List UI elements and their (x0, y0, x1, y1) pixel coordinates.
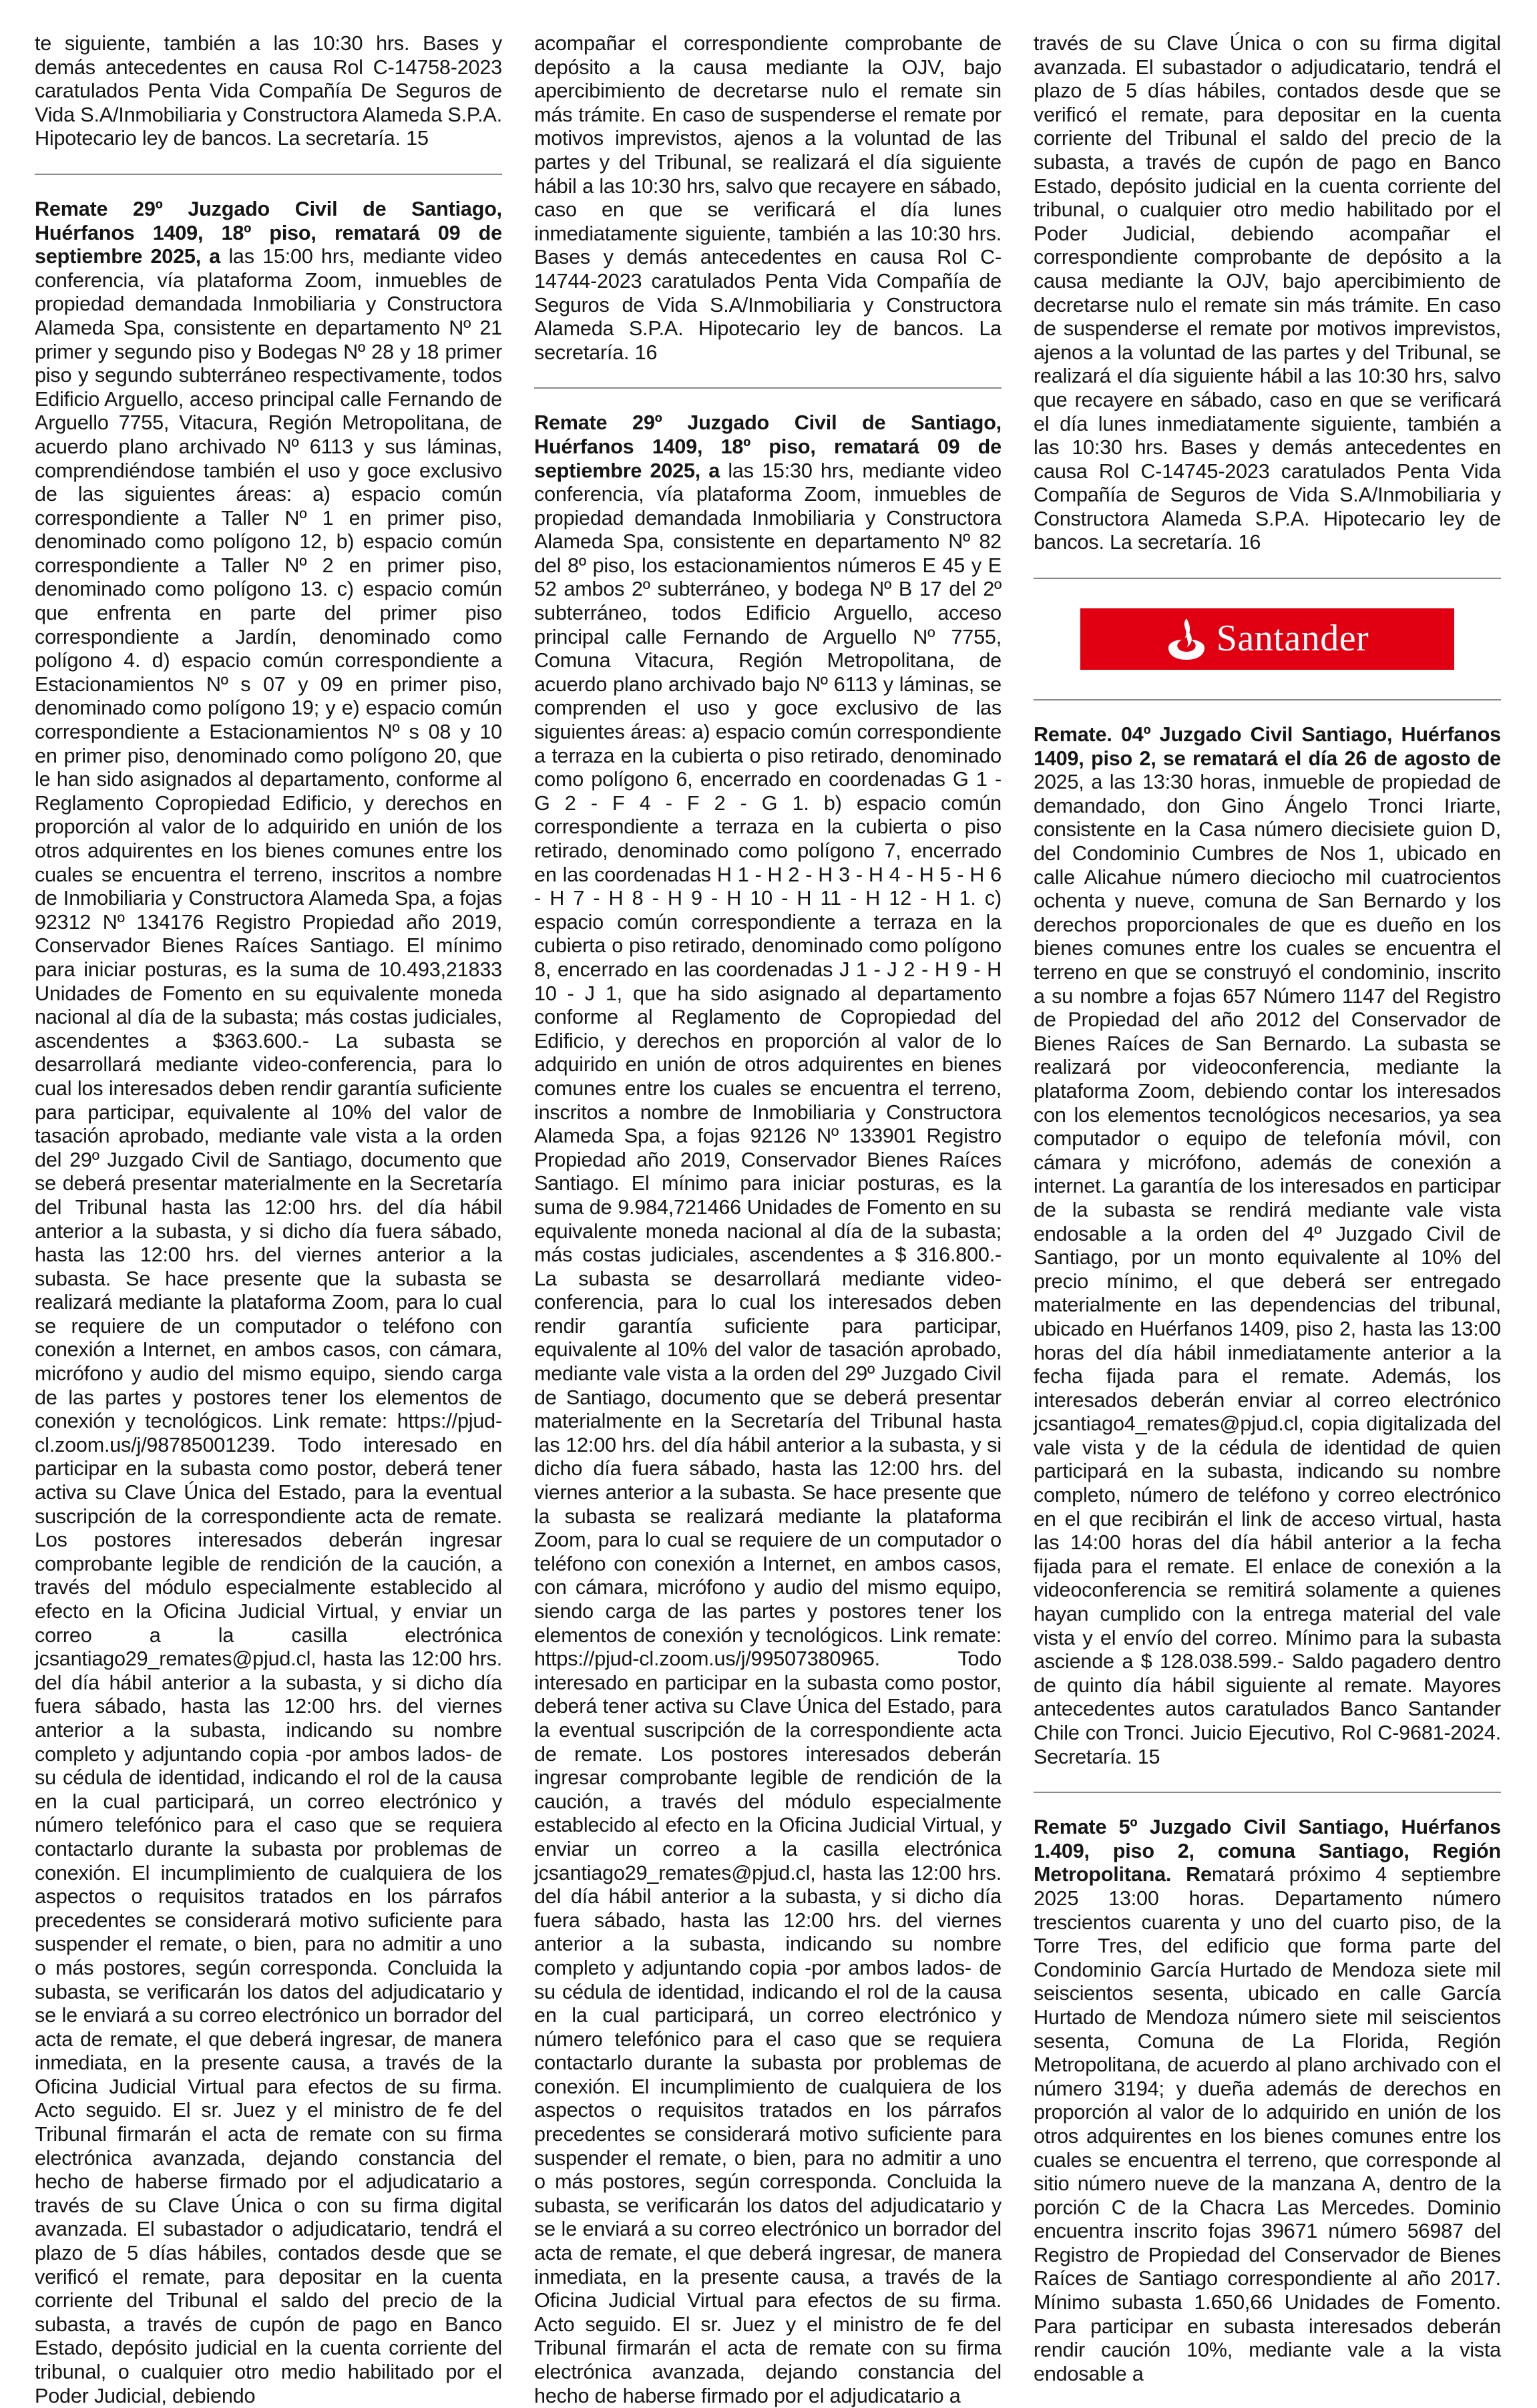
notice-body: 2025, a las 13:30 horas, inmueble de propiedad de demandado, don Gino Ángelo Tronci Iriarte, consistente en la Casa número diecisiete guion D, del Condominio Cumbres de Nos 1, ubicado en calle Alicahue número dieciocho mil cuatrocientos ochenta y nueve, comuna de San Bernardo y los derechos proporcionales de que es dueño en los bienes comunes entre los cuales se encuentra el terreno en que se construyó el condominio, inscrito a su nombre a fojas 657 Número 1147 del Registro de Propiedad del año 2012 del Conservador de Bienes Raíces de San Bernardo. La subasta se realizará por videoconferencia, mediante la plataforma Zoom, debiendo contar los interesados con los elementos tecnológicos necesarios, ya sea computador o equipo de telefonía móvil, con cámara y micrófono, además de conexión a internet. La garantía de los interesados en participar de la subasta se rendirá mediante vale vista endosable a la orden del 4º Juzgado Civil de Santiago, por un monto equivalente al 10% del precio mínimo, el que deberá ser entregado materialmente en las dependencias del tribunal, ubicado en Huérfanos 1409, piso 2, hasta las 13:00 horas del día hábil inmediatamente anterior a la fecha fijada para el remate. Además, los interesados deberán enviar al correo electrónico jcsantiago4_remates@pjud.cl, copia digitalizada del vale vista y de la cédula de identidad de quien participará en la subasta, indicando su nombre completo, número de teléfono y correo electrónico en el que recibirán el link de acceso virtual, hasta las 14:00 horas del día hábil anterior a la fecha fijada para el remate. El enlace de conexión a la videoconferencia se remitirá solamente a quienes hayan cumplido con la entrega material del vale vista y el envío del correo. Mínimo para la subasta asciende a $ 128.038.599.- Saldo pagadero dentro de quinto día hábil siguiente al remate. Mayores antecedentes autos caratulados Banco Santander Chile con Tronci. Juicio Ejecutivo, Rol C-9681-2024. Secretaría. 15 (1034, 771, 1501, 1768)
notice-body: las 15:30 hrs, mediante video conferencia, vía plataforma Zoom, inmuebles de propiedad demandada Inmobiliaria y Constructora Alameda Spa, consistente en departamento Nº 82 del 8º piso, los estacionamientos números E 45 y E 52 ambos 2º subterráneo, y bodega Nº B 17 del 2º subterráneo, todos Edificio Arguello, acceso principal calle Fernando de Arguello Nº 7755, Comuna Vitacura, Región Metropolitana, de acuerdo plano archivado bajo Nº 6113 y láminas, se comprenden el uso y goce exclusivo de las siguientes áreas: a) espacio común correspondiente a terraza en la cubierta o piso retirado, denominado como polígono 6, encerrado en coordenadas G 1 - G 2 - F 4 - F 2 - G 1. b) espacio común correspondiente a terraza en la cubierta o piso retirado, denominado como polígono 7, encerrado en las coordenadas H 1 - H 2 - H 3 - H 4 - H 5 - H 6 - H 7 - H 8 - H 9 - H 10 - H 11 - H 12 - H 1. c) espacio común correspondiente a terraza en la cubierta o piso retirado, denominado como polígono 8, encerrado en las coordenadas J 1 - J 2 - H 9 - H 10 - J 1, que ha sido asignado al departamento conforme al Reglamento de Copropiedad del Edificio, y derechos en proporción al valor de lo adquirido en unión de otros adquirentes en bienes comunes entre los cuales se encuentra el terreno, inscritos a nombre de Inmobiliaria y Constructora Alameda Spa, a fojas 92126 Nº 133901 Registro Propiedad año 2019, Conservador Bienes Raíces Santiago. El mínimo para iniciar posturas, es la suma de 9.984,721466 Unidades de Fomento en su equivalente moneda nacional al día de la subasta; más costas judiciales, ascendentes a $ 316.800.- La subasta se desarrollará mediante video-conferencia, para lo cual los interesados deben rendir garantía suficiente para participar, equivalente al 10% del valor de tasación aprobado, mediante vale vista a la orden del 29º Juzgado Civil de Santiago, documento que se deberá presentar materialmente en la Secretaría del Tribunal hasta las 12:00 hrs. del día hábil anterior a la subasta, y si dicho día fuera sábado, hasta las 12:00 hrs. del viernes anterior a la subasta. Se hace presente que la subasta se realizará mediante la plataforma Zoom, para lo cual se requiere de un computador o teléfono con conexión a Internet, en ambos casos, con cámara, micrófono y audio del mismo equipo, siendo carga de las partes y postores tener los elementos de conexión y tecnológicos. Link remate: https://pjud-cl.zoom.us/j/99507380965. Todo interesado en participar en la subasta como postor, deberá tener activa su Clave Única del Estado, para la eventual suscripción de la correspondiente acta de remate. Los postores interesados deberán ingresar comprobante legible de rendición de la caución, a través del módulo especialmente establecido al efecto en la Oficina Judicial Virtual, y enviar un correo a la casilla electrónica jcsantiago29_remates@pjud.cl, hasta las 12:00 hrs. del día hábil anterior a la subasta, y si dicho día fuera sábado, hasta las 12:00 hrs. del viernes anterior a la subasta, indicando su nombre completo y adjuntando copia -por ambos lados- de su cédula de identidad, indicando el rol de la causa en la cual participará, un correo electrónico y número telefónico para el caso que se requiera contactarlo durante la subasta por problemas de conexión. El incumplimiento de cualquiera de los aspectos o requisitos tratados en los párrafos precedentes se considerará motivo suficiente para suspender el remate, o bien, para no admitir a uno o más postores, según corresponda. Concluida la subasta, se verificarán los datos del adjudicatario y se le enviará a su correo electrónico un borrador del acta de remate, el que deberá ingresar, de manera inmediata, en la presente causa, a través de la Oficina Judicial Virtual para efectos de su firma. Acto seguido. El sr. Juez y el ministro de fe del Tribunal firmarán el acta de remate con su firma electrónica avanzada, dejando constancia del hecho de haberse firmado por el adjudicatario a (534, 459, 1002, 2407)
auction-notice (1034, 723, 1501, 1769)
auction-notice (1034, 1816, 1501, 2386)
notice-body: matará próximo 4 septiembre 2025 13:00 horas. Departamento número trescientos cuarenta y uno del cuarto piso, de la Torre Tres, del edificio que forma parte del Condominio García Hurtado de Mendoza siete mil seiscientos sesenta, ubicado en calle García Hurtado de Mendoza número siete mil seiscientos sesenta, Comuna de La Florida, Región Metropolitana, de acuerdo al plano archivado con el número 3194; y dueña además de derechos en proporción al valor de lo adquirido en unión de los otros adquirentes en los bienes comunes entre los cuales se encuentra el terreno, que corresponde al sitio número nueve de la manzana A, dentro de la porción C de la Chacra Las Mercedes. Dominio encuentra inscrito fojas 39671 número 56987 del Registro de Propiedad del Conservador de Bienes Raíces de Santiago correspondiente al año 2017. Mínimo subasta 1.650,66 Unidades de Fomento. Para participar en subasta interesados deberán rendir caución 10%, mediante vale a la vista endosable a (1034, 1863, 1502, 2385)
notice-heading: Remate 29º Juzgado Civil de Santiago, Huérfanos 1409, 18º piso, rematará 09 de septiembre 2025, a (534, 411, 1002, 482)
separator-rule (1034, 1792, 1501, 1793)
auction-notice (35, 198, 502, 2408)
santander-ad (1034, 602, 1501, 676)
separator-rule (35, 174, 502, 175)
column-1 (35, 32, 502, 2407)
notice-heading: Remate 5º Juzgado Civil Santiago, Huérfanos 1.409, piso 2, comuna Santiago, Región Metropolitana. Re (1034, 1816, 1501, 1886)
notice-continuation: acompañar el correspondiente comprobante de depósito a la causa mediante la OJV, bajo apercibimiento de decretarse nulo el remate sin más trámite. En caso de suspenderse el remate por motivos imprevistos, ajenos a la voluntad de las partes y del Tribunal, se realizará el día siguiente hábil a las 10:30 hrs, salvo que recayere en sábado, caso en que se verificará el día lunes inmediatamente siguiente, también a las 10:30 hrs. Bases y demás antecedentes en causa Rol C-14744-2023 caratulados Penta Vida Compañía de Seguros de Vida S.A/Inmobiliaria y Constructora Alameda S.P.A. Hipotecario ley de bancos. La secretaría. 16 (534, 32, 1002, 364)
notice-heading: Remate. 04º Juzgado Civil Santiago, Huérfanos 1409, piso 2, se rematará el día 26 de agosto de (1034, 723, 1501, 770)
santander-logo (1080, 608, 1454, 670)
brand-name: Santander (1216, 618, 1369, 660)
notice-continuation: través de su Clave Única o con su firma digital avanzada. El subastador o adjudicatario, tendrá el plazo de 5 días hábiles, contados desde que se verificó el remate, para depositar en la cuenta corriente del Tribunal el saldo del precio de la subasta, a través de cupón de pago en Banco Estado, depósito judicial en la cuenta corriente del tribunal, o cualquier otro medio habilitado por el Poder Judicial, debiendo acompañar el correspondiente comprobante de depósito a la causa mediante la OJV, bajo apercibimiento de decretarse nulo el remate sin más trámite. En caso de suspenderse el remate por motivos imprevistos, ajenos a la voluntad de las partes y del Tribunal, se realizará el día siguiente hábil a las 10:30 hrs, salvo que recayere en sábado, caso en que se verificará el día lunes inmediatamente siguiente, también a las 10:30 hrs. Bases y demás antecedentes en causa Rol C-14745-2023 caratulados Penta Vida Compañía de Seguros de Vida S.A/Inmobiliaria y Constructora Alameda S.P.A. Hipotecario ley de bancos. La secretaría. 16 (1034, 32, 1501, 554)
newspaper-page (35, 32, 1502, 2407)
notice-body: las 15:00 hrs, mediante video conferencia, vía plataforma Zoom, inmuebles de propiedad demandada Inmobiliaria y Constructora Alameda Spa, consistente en departamento Nº 21 primer y segundo piso y Bodegas Nº 28 y 18 primer piso y segundo subterráneo respectivamente, todos Edificio Arguello, acceso principal calle Fernando de Arguello 7755, Vitacura, Región Metropolitana, de acuerdo plano archivado Nº 6113 y sus láminas, comprendiéndose también el uso y goce exclusivo de las siguientes áreas: a) espacio común correspondiente a Taller Nº 1 en primer piso, denominado como polígono 12, b) espacio común correspondiente a Taller Nº 2 en primer piso, denominado como polígono 13. c) espacio común que enfrenta en parte del primer piso correspondiente a Jardín, denominado como polígono 4. d) espacio común correspondiente a Estacionamientos Nº s 07 y 09 en primer piso, denominado como polígono 19; y e) espacio común correspondiente a Estacionamientos Nº s 08 y 10 en primer piso, denominado como polígono 20, que le han sido asignados al departamento, conforme al Reglamento Copropiedad Edificio, y derechos en proporción al valor de lo adquirido en unión de los otros adquirentes en los bienes comunes entre los cuales se encuentra el terreno, inscritos a nombre de Inmobiliaria y Constructora Alameda Spa, a fojas 92312 Nº 134176 Registro Propiedad año 2019, Conservador Bienes Raíces Santiago. El mínimo para iniciar posturas, es la suma de 10.493,21833 Unidades de Fomento en su equivalente moneda nacional al día de la subasta; más costas judiciales, ascendentes a $363.600.- La subasta se desarrollará mediante video-conferencia, para lo cual los interesados deben rendir garantía suficiente para participar, equivalente al 10% del valor de tasación aprobado, mediante vale vista a la orden del 29º Juzgado Civil de Santiago, documento que se deberá presentar materialmente en la Secretaría del Tribunal hasta las 12:00 hrs. del día hábil anterior a la subasta, y si dicho día fuera sábado, hasta las 12:00 hrs. del viernes anterior a la subasta. Se hace presente que la subasta se realizará mediante la plataforma Zoom, para lo cual se requiere de un computador o teléfono con conexión a Internet, en ambos casos, con cámara, micrófono y audio del mismo equipo, siendo carga de las partes y postores tener los elementos de conexión y tecnológicos. Link remate: https://pjud-cl.zoom.us/j/98785001239. Todo interesado en participar en la subasta como postor, deberá tener activa su Clave Única del Estado, para la eventual suscripción de la correspondiente acta de remate. Los postores interesados deberán ingresar comprobante legible de rendición de la caución, a través del módulo especialmente establecido al efecto en la Oficina Judicial Virtual, y enviar un correo a la casilla electrónica jcsantiago29_remates@pjud.cl, hasta las 12:00 hrs. del día hábil anterior a la subasta, y si dicho día fuera sábado, hasta las 12:00 hrs. del viernes anterior a la subasta, indicando su nombre completo y adjuntando copia -por ambos lados- de su cédula de identidad, indicando el rol de la causa en la cual participará, un correo electrónico y número telefónico para el caso que se requiera contactarlo durante la subasta por problemas de conexión. El incumplimiento de cualquiera de los aspectos o requisitos tratados en los párrafos precedentes se considerará motivo suficiente para suspender el remate, o bien, para no admitir a uno o más postores, según corresponda. Concluida la subasta, se verificarán los datos del adjudicatario y se le enviará a su correo electrónico un borrador del acta de remate, el que deberá ingresar, de manera inmediata, en la presente causa, a través de la Oficina Judicial Virtual para efectos de su firma. Acto seguido. El sr. Juez y el ministro de fe del Tribunal firmarán el acta de remate con su firma electrónica avanzada, dejando constancia del hecho de haberse firmado por el adjudicatario a través de su Clave Única o con su firma digital avanzada. El subastador o adjudicatario, tendrá el plazo de 5 días hábiles, contados desde que se verificó el remate, para depositar en la cuenta corriente del Tribunal el saldo del precio de la subasta, a través de cupón de pago en Banco Estado, depósito judicial en la cuenta corriente del tribunal, o cualquier otro medio habilitado por el Poder Judicial, debiendo (35, 245, 502, 2407)
flame-icon (1166, 616, 1207, 662)
separator-rule (534, 387, 1002, 389)
notice-heading: Remate 29º Juzgado Civil de Santiago, Huérfanos 1409, 18º piso, rematará 09 de septiembre 2025, a (35, 197, 502, 268)
auction-notice (534, 411, 1002, 2408)
separator-rule (1034, 699, 1501, 700)
separator-rule (1034, 578, 1501, 579)
notice-continuation: te siguiente, también a las 10:30 hrs. Bases y demás antecedentes en causa Rol C-14758-2023 caratulados Penta Vida Compañía De Seguros de Vida S.A/Inmobiliaria y Constructora Alameda S.P.A. Hipotecario ley de bancos. La secretaría. 15 (35, 32, 502, 150)
column-2 (534, 32, 1002, 2407)
column-3 (1034, 32, 1502, 2385)
